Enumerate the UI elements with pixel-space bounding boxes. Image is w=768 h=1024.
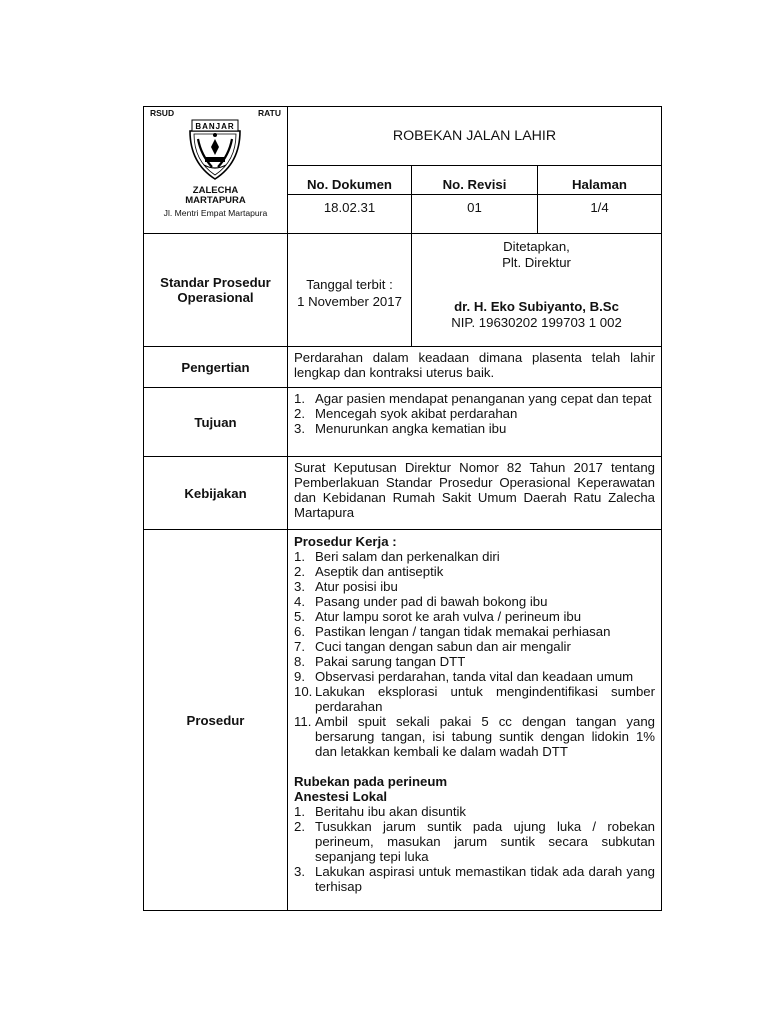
kebijakan-label: Kebijakan [144,457,288,530]
list-item: 2. Mencegah syok akibat perdarahan [294,406,518,421]
doc-number-header: No. Dokumen [288,166,412,195]
issue-date-value: 1 November 2017 [297,294,402,309]
list-item: 3. Menurunkan angka kematian ibu [294,421,507,436]
revision-header: No. Revisi [412,166,538,195]
list-item: 10. Lakukan eksplorasi untuk mengindentifikasi sumber perdarahan [294,684,656,714]
logo-top-left-text: RSUD [150,108,175,118]
list-item: 9. Observasi perdarahan, tanda vital dan keadaan umum [294,669,634,684]
sop-table [143,106,662,911]
revision-value: 01 [412,195,538,234]
hospital-address: Jl. Mentri Empat Martapura [163,208,268,218]
logo-ribbon-text: BANJAR [195,122,235,131]
list-item: 6. Pastikan lengan / tangan tidak memakai perhiasan [294,624,611,639]
hospital-name-line1: ZALECHA [192,185,239,196]
sop-label-line1: Standar Prosedur [160,275,271,290]
signer-nip: NIP. 19630202 199703 1 002 [451,315,622,330]
approval-position: Plt. Direktur [502,255,571,270]
page-header: Halaman [538,166,662,195]
prosedur-label: Prosedur [144,530,288,911]
list-item: 11. Ambil spuit sekali pakai 5 cc dengan tangan yang bersarung tangan, isi tabung suntik dengan lidokin 1% dan letakkan kembali ke dalam wadah DTT [294,714,656,759]
issue-date-label: Tanggal terbit : [306,277,393,292]
document-title: ROBEKAN JALAN LAHIR [288,107,662,166]
sop-label-line2: Operasional [177,290,254,305]
list-item: 1. Agar pasien mendapat penanganan yang cepat dan tepat [294,391,652,406]
sop-document [143,106,661,911]
logo-top-right-text: RATU [258,108,281,118]
sop-label-cell [144,234,288,347]
list-item: 1. Beritahu ibu akan disuntik [294,804,467,819]
banjar-emblem-icon [184,117,246,183]
pengertian-label: Pengertian [144,347,288,388]
list-item: 1. Beri salam dan perkenalkan diri [294,549,500,564]
list-item: 2. Aseptik dan antiseptik [294,564,444,579]
list-item: 4. Pasang under pad di bawah bokong ibu [294,594,548,609]
list-item: 2. Tusukkan jarum suntik pada ujung luka / robekan perineum, masukan jarum suntik secara subkutan sepanjang tepi luka [294,819,656,864]
perineum-heading: Rubekan pada perineum [294,774,448,789]
tujuan-content [288,388,662,457]
anestesi-heading: Anestesi Lokal [294,789,388,804]
list-item: 7. Cuci tangan dengan sabun dan air mengalir [294,639,571,654]
signer-name: dr. H. Eko Subiyanto, B.Sc [454,299,619,314]
prosedur-heading: Prosedur Kerja : [294,534,397,549]
hospital-logo-cell [144,107,288,234]
kebijakan-text: Surat Keputusan Direktur Nomor 82 Tahun 2017 tentang Pemberlakuan Standar Prosedur Operasional Keperawatan dan Kebidanan Rumah Sakit Umum Daerah Ratu Zalecha Martapura [288,457,662,530]
tujuan-label: Tujuan [144,388,288,457]
hospital-name-line2: MARTAPURA [185,195,246,206]
page-value: 1/4 [538,195,662,234]
list-item: 3. Atur posisi ibu [294,579,398,594]
anestesi-steps-list [294,804,655,894]
approval-set-by: Ditetapkan, [503,239,570,254]
list-item: 5. Atur lampu sorot ke arah vulva / perineum ibu [294,609,582,624]
pengertian-text: Perdarahan dalam keadaan dimana plasenta telah lahir lengkap dan kontraksi uterus baik. [288,347,662,388]
doc-number-value: 18.02.31 [288,195,412,234]
prosedur-steps-list [294,549,655,759]
approval-cell [412,234,662,347]
list-item: 8. Pakai sarung tangan DTT [294,654,466,669]
list-item: 3. Lakukan aspirasi untuk memastikan tidak ada darah yang terhisap [294,864,656,894]
tujuan-list [294,391,655,436]
prosedur-content [288,530,662,911]
issue-date-cell [288,234,412,347]
